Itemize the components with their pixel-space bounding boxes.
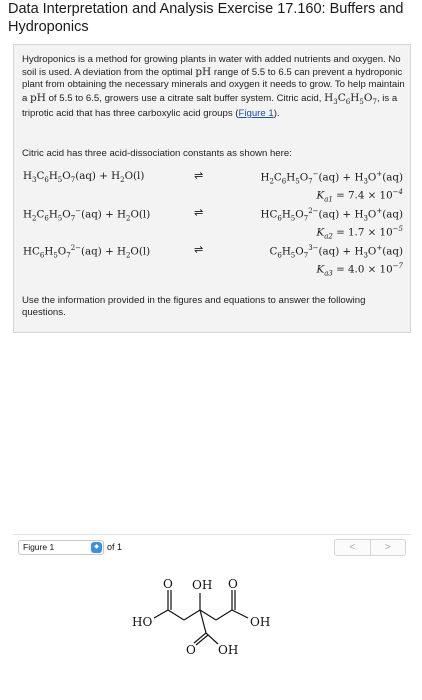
instructions-text: Use the information provided in the figures and equations to answer the following questions. [22, 295, 366, 318]
equilibrium-arrow-icon: ⇌ [194, 206, 204, 219]
atom-label: O [228, 577, 238, 591]
figure-nav-group [334, 539, 406, 556]
figure-toolbar [13, 534, 411, 556]
equation-3-products: $C_6H_5O_7^{3-}(aq) + H_3O^+(aq)$ [269, 244, 403, 260]
ka-intro-text: Citric acid has three acid-dissociation constants as shown here: [22, 148, 292, 159]
figure-select[interactable]: Figure 1 ◆ [18, 540, 104, 555]
ka1-value: $K_{a1} = 7.4 \times 10^{-4}$ [316, 188, 403, 204]
next-figure-button[interactable]: > [370, 540, 406, 555]
atom-label: OH [218, 643, 239, 657]
equilibrium-arrow-icon: ⇌ [194, 243, 204, 256]
problem-info-box [13, 44, 411, 333]
atom-label: O [163, 577, 173, 591]
equation-2-reactants: $H_2C_6H_5O_7^-(aq) + H_2O(l)$ [23, 207, 151, 223]
prev-figure-button[interactable]: < [349, 542, 356, 553]
citric-acid-structure [110, 568, 310, 678]
chevron-updown-icon: ◆ [91, 542, 102, 553]
ka3-value: $K_{a3} = 4.0 \times 10^{-7}$ [316, 262, 403, 278]
equilibrium-arrow-icon: ⇌ [194, 169, 204, 182]
intro-paragraph: Hydroponics is a method for growing plants in water with added nutrients and oxygen. No soil is used. A deviation from the optimal pH range of 5.5 to 6.5 can prevent a hydroponic plant from obtaining the necessary minerals and oxygen it needs to grow. To help maintain a pH of 5.5 to 6.5, growers use a citrate salt buffer system. Citric acid, $H_3C_6H_5O_7$, is a triprotic acid that has three carboxylic acid groups (Figure 1). [22, 54, 405, 119]
atom-label: OH [192, 578, 213, 592]
atom-label: OH [250, 615, 271, 629]
page-title: Data Interpretation and Analysis Exercise 17.160: Buffers and Hydroponics [8, 1, 404, 35]
ka2-value: $K_{a2} = 1.7 \times 10^{-5}$ [316, 225, 403, 241]
equation-1-reactants: $H_3C_6H_5O_7(aq) + H_2O(l)$ [23, 170, 145, 185]
figure-1-link[interactable]: Figure 1 [238, 107, 274, 119]
skeletal-bonds [154, 590, 248, 645]
atom-label: HO [132, 615, 153, 629]
equation-3-reactants: $HC_6H_5O_7^{2-}(aq) + H_2O(l)$ [23, 244, 151, 260]
equation-1-products: $H_2C_6H_5O_7^-(aq) + H_3O^+(aq)$ [260, 170, 403, 186]
citric-acid-formula: $H_3C_6H_5O_7$ [324, 91, 377, 106]
equation-2-products: $HC_6H_5O_7^{2-}(aq) + H_3O^+(aq)$ [260, 207, 403, 223]
figure-count: of 1 [107, 542, 123, 552]
atom-label: O [186, 643, 196, 657]
